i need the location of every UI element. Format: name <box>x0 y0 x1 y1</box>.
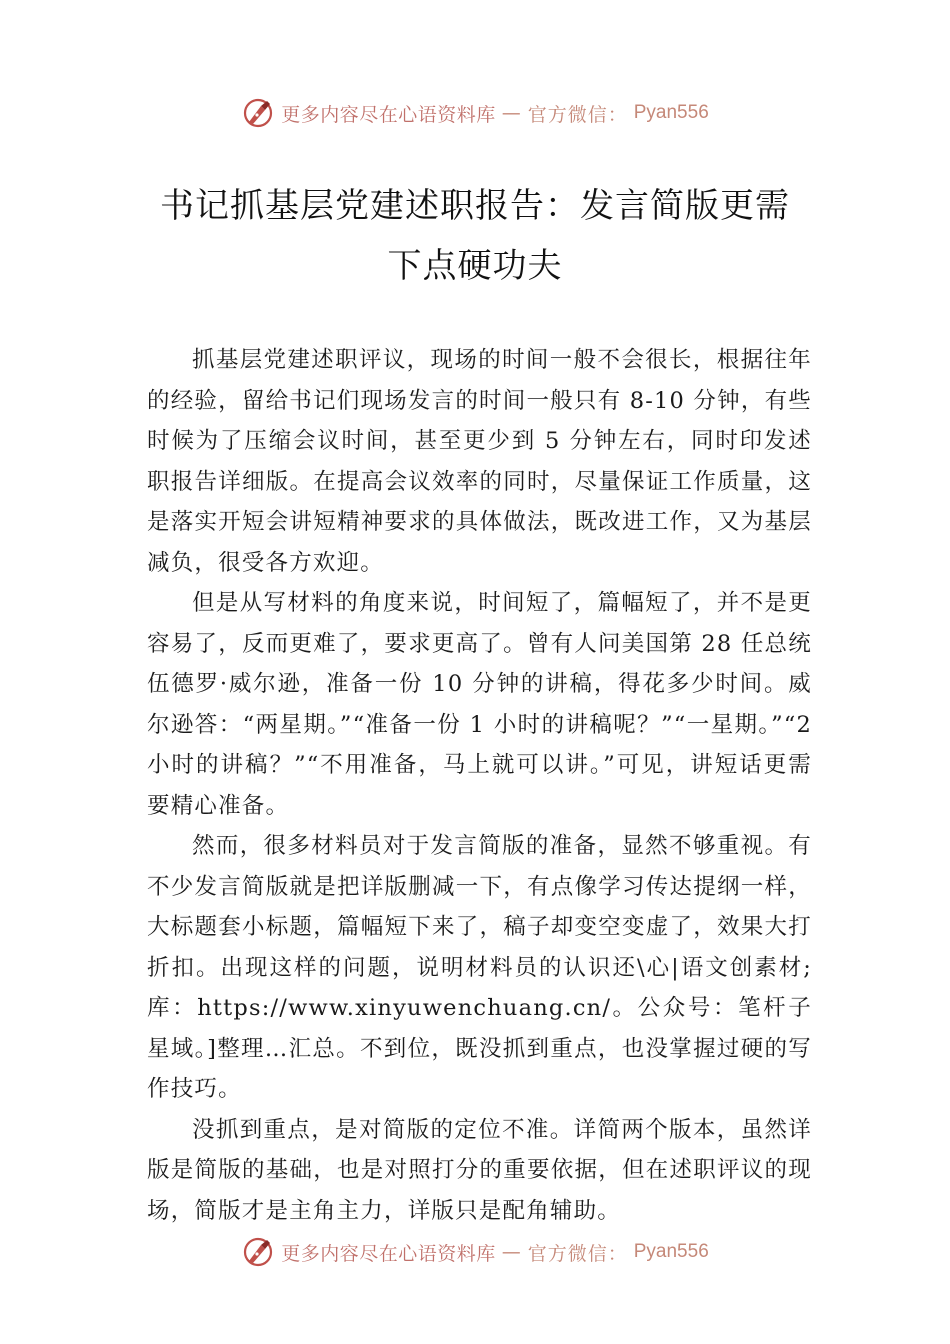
footer-wechat-account: Pyan556 <box>633 1241 709 1262</box>
body-paragraph-4: 没抓到重点，是对简版的定位不准。详简两个版本，虽然详版是简版的基础，也是对照打分的重要依据，但在述职评议的现场，简版才是主角主力，详版只是配角辅助。 <box>147 1116 812 1224</box>
title-line-1: 书记抓基层党建述职报告：发言简版更需 <box>160 186 790 226</box>
footer-brand-text: 更多内容尽在心语资料库 <box>281 1242 496 1265</box>
header-banner <box>0 93 950 133</box>
body-paragraph-1: 抓基层党建述职评议，现场的时间一般不会很长，根据往年的经验，留给书记们现场发言的时间一般只有 8-10 分钟，有些时候为了压缩会议时间，甚至更少到 5 分钟左右，同时印发述职报告详细版。在提高会议效率的同时，尽量保证工作质量，这是落实开短会讲短精神要求的具体做法，既改进工作，又为基层减负，很受各方欢迎。 <box>147 347 812 576</box>
body-paragraph-2: 但是从写材料的角度来说，时间短了，篇幅短了，并不是更容易了，反而更难了，要求更高了。曾有人问美国第 28 任总统伍德罗·威尔逊，准备一份 10 分钟的讲稿，得花多少时间。威尔逊答：“两星期。”“准备一份 1 小时的讲稿呢？”“一星期。”“2 小时的讲稿？”“不用准备，马上就可以讲。”可见，讲短话更需要精心准备。 <box>147 590 812 819</box>
title-line-2: 下点硬功夫 <box>387 246 563 286</box>
pen-nib-logo-icon <box>241 96 275 130</box>
pen-nib-logo-icon <box>241 1235 275 1269</box>
header-separator: — <box>501 102 522 124</box>
body-paragraph-3: 然而，很多材料员对于发言简版的准备，显然不够重视。有不少发言简版就是把详版删减一下，有点像学习传达提纲一样，大标题套小标题，篇幅短下来了，稿子却变空变虚了，效果大打折扣。出现这样的问题，说明材料员的认识还\心|语文创素材;库：https://www.xinyuwenchuang.cn/。公众号：笔杆子星域。]整理…汇总。不到位，既没抓到重点，也没掌握过硬的写作技巧。 <box>147 833 812 1102</box>
footer-banner <box>0 1232 950 1272</box>
header-brand-text: 更多内容尽在心语资料库 <box>281 103 496 126</box>
header-wechat-label: 官方微信： <box>527 103 628 126</box>
footer-wechat-label: 官方微信： <box>527 1242 628 1265</box>
header-wechat-account: Pyan556 <box>633 102 709 123</box>
document-title <box>95 176 855 296</box>
footer-separator: — <box>501 1241 522 1263</box>
document-body <box>147 340 812 1231</box>
